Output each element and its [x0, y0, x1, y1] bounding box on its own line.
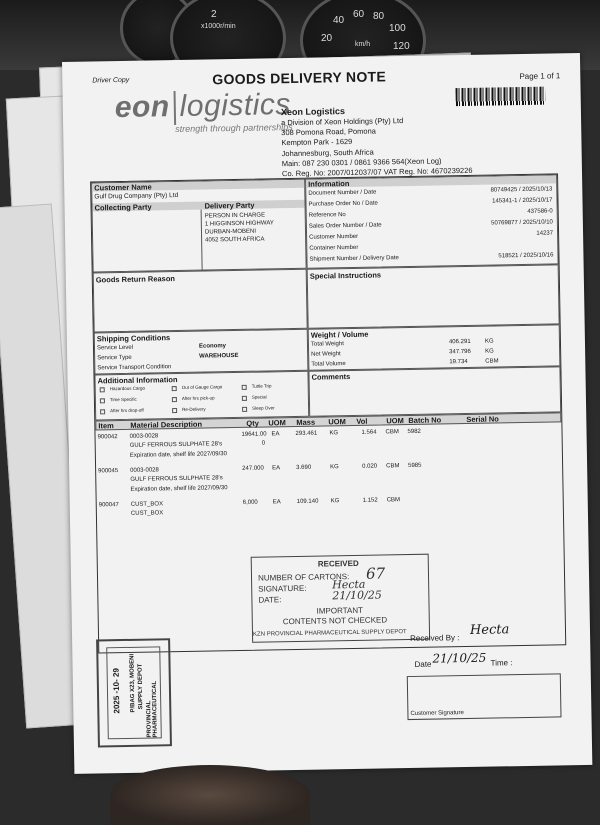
- info-label: Document Number / Date: [308, 189, 377, 197]
- info-label: Container Number: [309, 244, 359, 252]
- checkbox-label: Special: [251, 394, 267, 400]
- stamp-date-label: DATE:: [258, 595, 282, 605]
- col-description: Material Description: [130, 419, 203, 430]
- checkbox: [242, 396, 247, 401]
- weight-unit: CBM: [485, 358, 499, 365]
- delivery-line: DURBAN-MOBENI: [204, 228, 257, 236]
- col-uom: UOM: [268, 418, 286, 428]
- cell-vol: 0.020: [362, 463, 378, 470]
- stamp-title: RECEIVED: [317, 558, 359, 569]
- gauge-unit: x1000r/min: [201, 23, 236, 30]
- customer-block: [91, 179, 307, 273]
- checkbox-label: Time Specific: [109, 396, 137, 403]
- gauge-label: 60: [353, 9, 365, 20]
- cell-description: GULF FERROUS SULPHATE 28's: [130, 475, 223, 483]
- cell-muom: KG: [330, 464, 339, 471]
- customer-name-label: Customer Name: [94, 182, 152, 193]
- col-serial: Serial No: [466, 414, 499, 424]
- info-value: 80749425 / 2025/10/13: [490, 186, 553, 194]
- cell-vuom: CBM: [386, 497, 401, 504]
- cell-code: 0003-0028: [130, 467, 159, 474]
- customer-name: Gulf Drug Company (Pty) Ltd: [94, 191, 179, 201]
- cell-mass: 109.140: [296, 498, 319, 505]
- stamp-signature-label: SIGNATURE:: [258, 583, 307, 594]
- customer-signature-box: [407, 673, 562, 720]
- cell-item: 900047: [98, 502, 119, 509]
- gauge-unit: km/h: [355, 41, 371, 48]
- stamp-date: 21/10/25: [332, 588, 382, 603]
- cell-description: CUST_BOX: [130, 510, 164, 517]
- col-batch: Batch No: [408, 415, 442, 426]
- comments-block: [308, 366, 561, 416]
- goods-return-label: Goods Return Reason: [95, 274, 176, 285]
- checkbox-label: Sleep Over: [252, 405, 275, 411]
- delivery-line: PERSON IN CHARGE: [204, 212, 266, 220]
- collecting-party-label: Collecting Party: [94, 202, 152, 213]
- delivery-line: 4052 SOUTH AFRICA: [205, 236, 265, 244]
- weight-label: Net Weight: [311, 351, 341, 358]
- cell-muom: KG: [330, 498, 340, 505]
- gauge-label: 80: [373, 11, 385, 22]
- logo-eon: eon: [114, 90, 170, 125]
- gauge-label: 40: [333, 15, 345, 26]
- cell-uom: EA: [271, 431, 280, 438]
- special-instructions-block: [307, 264, 560, 328]
- checkbox: [242, 385, 247, 390]
- cell-vuom: CBM: [385, 429, 399, 436]
- shipping-value: WAREHOUSE: [199, 352, 239, 360]
- received-date: 21/10/25: [432, 650, 487, 666]
- cell-mass: 293.461: [295, 430, 318, 437]
- checkbox: [100, 409, 105, 414]
- weight-volume-label: Weight / Volume: [310, 329, 369, 340]
- cell-vol: 1.152: [362, 497, 378, 504]
- info-label: Purchase Order No / Date: [308, 200, 378, 208]
- company-name: Xeon Logistics: [280, 106, 346, 118]
- gauge-label: 20: [321, 33, 333, 44]
- weight-label: Total Weight: [310, 341, 344, 348]
- checkbox-label: Hazardous Cargo: [109, 385, 146, 392]
- cell-vuom: CBM: [386, 463, 400, 470]
- gauge-label: 2: [211, 9, 217, 20]
- shipping-label: Service Type: [97, 354, 132, 362]
- cell-muom: KG: [329, 430, 339, 437]
- col-item: Item: [98, 421, 114, 431]
- company-line: Kempton Park - 1629: [281, 137, 353, 148]
- cell-code: 0003-0028: [129, 433, 159, 440]
- received-stamp: [251, 554, 430, 643]
- stamp-cartons-value: 67: [365, 564, 386, 583]
- additional-info-label: Additional Information: [97, 375, 178, 386]
- company-line: Main: 087 230 0301 / 0861 9366 564(Xeon Log): [281, 156, 442, 168]
- thumb: [110, 765, 310, 825]
- depot-date: 2025 -10- 29: [111, 668, 122, 714]
- cell-item: 900042: [97, 434, 118, 441]
- cell-description: GULF FERROUS SULPHATE 28's: [129, 441, 223, 449]
- cell-vol: 1.564: [361, 429, 377, 436]
- cell-uom: EA: [272, 499, 281, 506]
- date-label: Date: [414, 659, 432, 669]
- weight-value: 406.291: [448, 338, 471, 346]
- information-label: Information: [308, 179, 350, 189]
- col-mass: Mass: [296, 417, 316, 427]
- stamp-contents: CONTENTS NOT CHECKED: [282, 615, 388, 627]
- checkbox-label: After hrs drop-off: [110, 407, 144, 414]
- time-label: Time :: [490, 658, 513, 668]
- checkbox: [100, 387, 105, 392]
- cell-qty: 19641.00: [241, 431, 267, 438]
- info-label: Sales Order Number / Date: [308, 222, 382, 230]
- received-by-signature: Hecta: [469, 622, 510, 638]
- info-value: 50769877 / 2025/10/10: [491, 219, 553, 227]
- additional-info-block: [94, 371, 309, 421]
- delivery-line: 1 HIGGINSON HIGHWAY: [204, 220, 274, 228]
- cell-extra-qty: 0: [261, 440, 266, 447]
- cell-qty: 247.000: [242, 465, 264, 472]
- logo-logistics: logistics: [179, 88, 292, 123]
- info-label: Customer Number: [309, 233, 359, 241]
- cell-qty: 6,000: [242, 499, 258, 506]
- cell-batch: 5982: [407, 428, 421, 436]
- info-value: 518521 / 2025/10/16: [498, 252, 554, 260]
- cell-uom: EA: [272, 465, 281, 472]
- checkbox: [100, 398, 105, 403]
- stamp-important: IMPORTANT: [316, 605, 364, 616]
- weight-value: 19.734: [449, 358, 468, 366]
- cell-description: Expiration date, shelf life 2027/09/30: [130, 485, 228, 493]
- checkbox-label: Re-Delivery: [182, 406, 206, 412]
- page-indicator: Page 1 of 1: [519, 71, 561, 82]
- col-uom: UOM: [328, 417, 346, 427]
- cell-item: 900045: [98, 468, 119, 475]
- depot-line: SUPPLY DEPOT: [137, 663, 145, 710]
- delivery-party-label: Delivery Party: [204, 200, 255, 211]
- checkbox: [242, 407, 247, 412]
- shipping-label: Service Level: [96, 344, 134, 352]
- checkbox: [172, 408, 177, 413]
- weight-volume-block: [308, 324, 561, 370]
- info-label: Shipment Number / Delivery Date: [309, 255, 399, 263]
- special-instructions-label: Special Instructions: [309, 270, 382, 281]
- gauge-label: 120: [393, 41, 410, 52]
- info-value: 437586-0: [527, 208, 553, 215]
- tagline: strength through partnerships: [175, 121, 293, 135]
- shipping-conditions-label: Shipping Conditions: [96, 333, 171, 344]
- depot-line: P/BAG X23, MOBENI: [129, 653, 137, 713]
- checkbox: [172, 397, 177, 402]
- checkbox-label: After hrs pick-up: [181, 395, 215, 401]
- info-value: 14237: [536, 230, 554, 237]
- stamp-footer: KZN PROVINCIAL PHARMACEUTICAL SUPPLY DEPOT: [252, 629, 407, 638]
- stamp-signature: Hecta: [332, 577, 366, 592]
- col-vol: Vol: [356, 416, 368, 426]
- info-value: 145341-1 / 2025/10/17: [492, 197, 553, 205]
- col-uom: UOM: [386, 416, 404, 426]
- col-qty: Qty: [246, 418, 259, 428]
- info-label: Reference No: [308, 212, 346, 219]
- company-line: a Division of Xeon Holdings (Pty) Ltd: [281, 116, 404, 128]
- depot-stamp: [96, 638, 172, 747]
- checkbox: [172, 386, 177, 391]
- delivery-note-sheet: [62, 53, 592, 774]
- goods-return-block: [93, 269, 308, 333]
- checkbox-label: Out of Gauge Cargo: [181, 384, 223, 390]
- company-line: Co. Reg. No: 2007/012037/07 VAT Reg. No: 4670239226: [281, 165, 473, 178]
- checkbox-label: Tuttle Trip: [251, 383, 272, 389]
- customer-signature-label: Customer Signature: [410, 710, 464, 718]
- gauge-label: 100: [389, 23, 406, 34]
- weight-unit: KG: [484, 338, 494, 345]
- company-line: 308 Pomona Road, Pomona: [281, 126, 376, 138]
- stamp-cartons-label: NUMBER OF CARTONS:: [257, 572, 350, 583]
- shipping-value: Economy: [198, 343, 227, 350]
- received-by-label: Received By :: [410, 633, 460, 644]
- cell-mass: 3.690: [296, 464, 312, 471]
- comments-label: Comments: [311, 372, 351, 382]
- company-line: Johannesburg, South Africa: [281, 147, 374, 158]
- weight-label: Total Volume: [311, 361, 346, 368]
- depot-line: PROVINCIAL PHARMACEUTICAL: [146, 680, 159, 738]
- shipping-conditions-block: [94, 329, 309, 375]
- document-title: GOODS DELIVERY NOTE: [212, 68, 387, 88]
- driver-copy-label: Driver Copy: [92, 76, 130, 85]
- weight-unit: KG: [485, 348, 494, 355]
- company-address: [281, 103, 473, 179]
- cell-code: CUST_BOX: [130, 501, 164, 508]
- cell-description: Expiration date, shelf life 2027/09/30: [129, 451, 228, 459]
- shipping-label: Service Transport Condition: [97, 364, 172, 372]
- cell-batch: 5985: [408, 462, 422, 470]
- information-block: [305, 174, 559, 268]
- weight-value: 347.796: [449, 348, 471, 356]
- company-logo: [115, 88, 292, 126]
